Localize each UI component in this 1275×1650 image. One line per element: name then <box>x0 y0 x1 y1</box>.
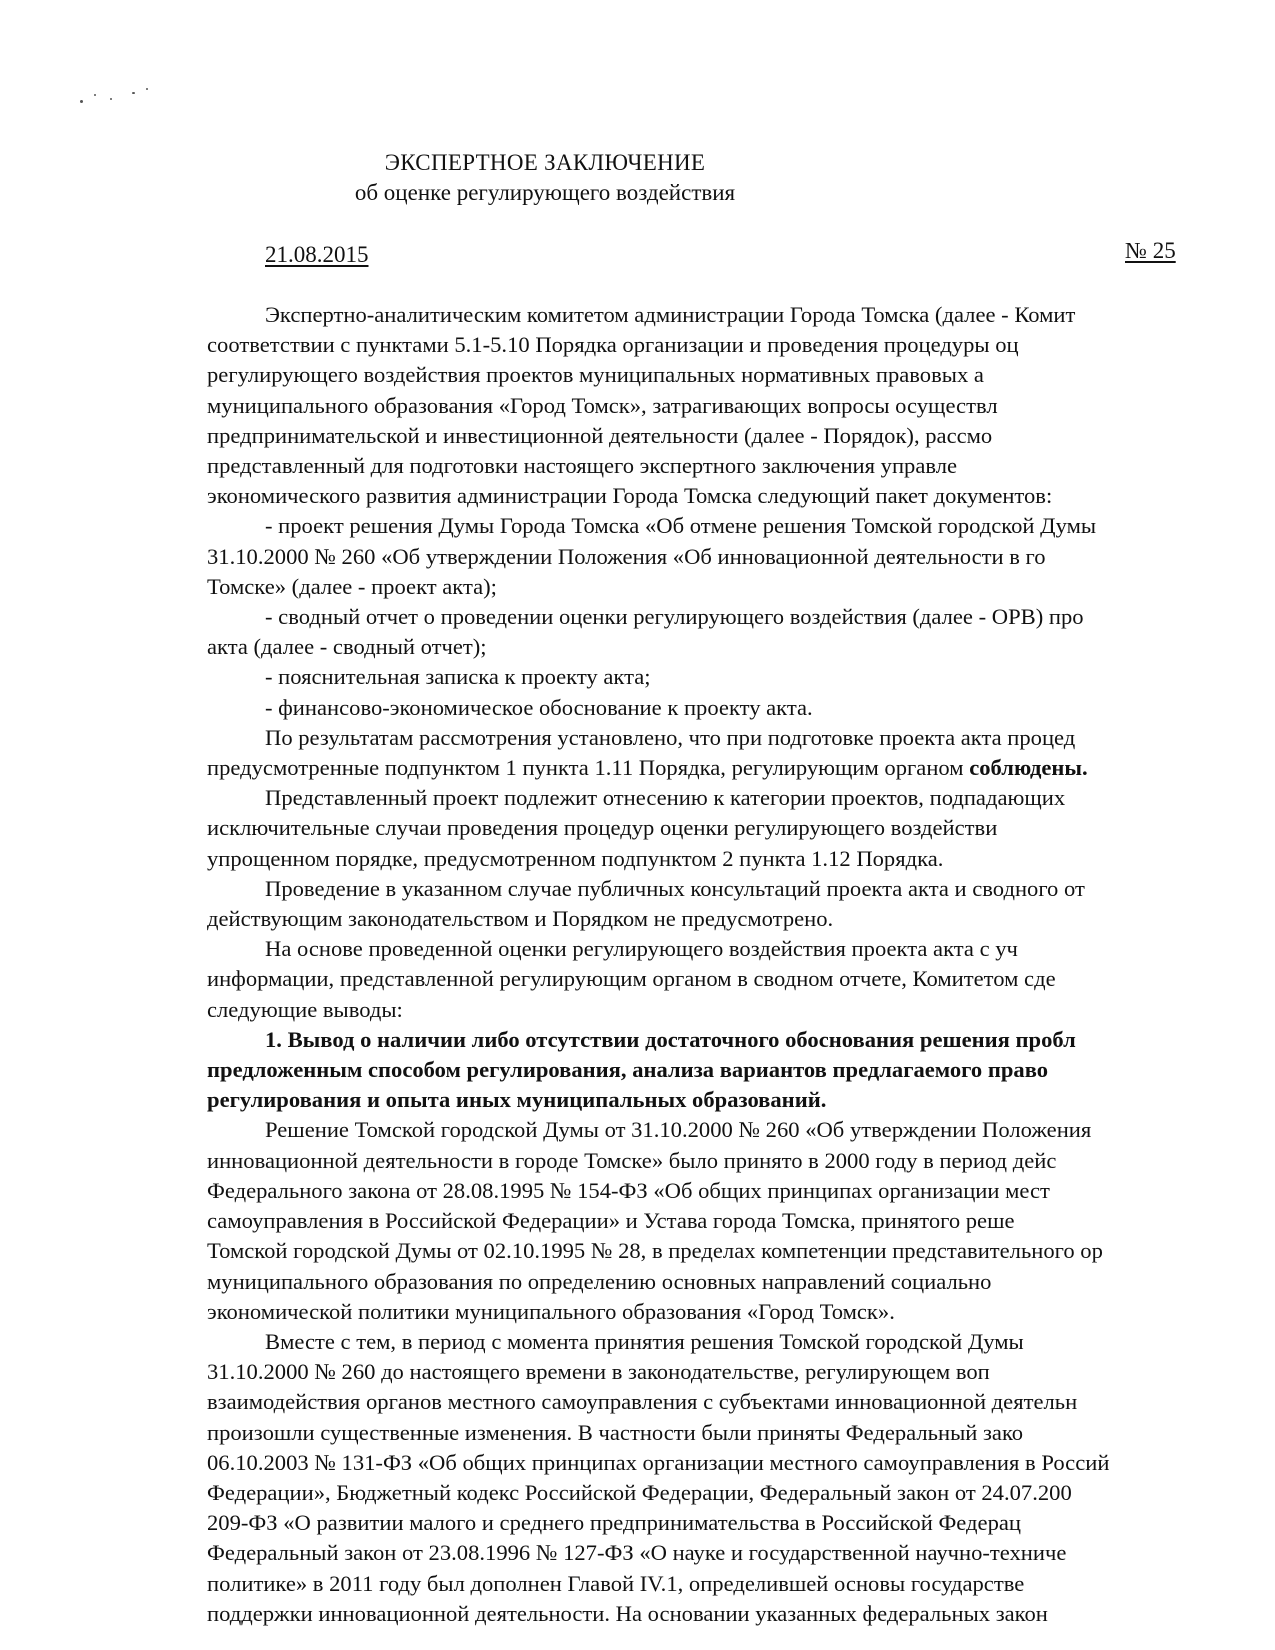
text-line <box>207 1085 1275 1115</box>
text-line <box>207 481 1275 511</box>
text-line-content: произошли существенные изменения. В частности были приняты Федеральный зако <box>207 1419 1024 1445</box>
text-line <box>207 753 1275 783</box>
text-line-content: предусмотренные подпунктом 1 пункта 1.11 Порядка, регулирующим органом <box>207 755 970 781</box>
document-subtitle: об оценке регулирующего воздействия <box>354 180 736 205</box>
text-line <box>207 1569 1275 1599</box>
text-line <box>207 1206 1275 1236</box>
text-line-content: 06.10.2003 № 131-ФЗ «Об общих принципах организации местного самоуправления в Россий <box>207 1449 1110 1475</box>
text-line <box>207 1267 1275 1297</box>
text-line <box>207 1418 1275 1448</box>
text-line <box>207 1146 1275 1176</box>
text-line-content: предложенным способом регулирования, анализа вариантов предлагаемого право <box>207 1057 1049 1083</box>
text-line-content: регулирующего воздействия проектов муниципальных нормативных правовых а <box>207 362 984 388</box>
text-line-content: представленный для подготовки настоящего экспертного заключения управле <box>207 453 958 479</box>
text-line <box>207 934 1275 964</box>
text-line <box>207 1297 1275 1327</box>
text-line <box>207 602 1275 632</box>
text-line-content: 31.10.2000 № 260 «Об утверждении Положения «Об инновационной деятельности в го <box>207 543 1046 569</box>
document-date: 21.08.2015 <box>265 242 369 267</box>
text-line <box>207 391 1275 421</box>
text-line-content: Решение Томской городской Думы от 31.10.2000 № 260 «Об утверждении Положения <box>265 1117 1092 1143</box>
text-line <box>207 723 1275 753</box>
text-line-content: 209-ФЗ «О развитии малого и среднего предпринимательства в Российской Федерац <box>207 1510 1021 1536</box>
text-line-content: следующие выводы: <box>207 996 403 1022</box>
text-line <box>207 1599 1275 1629</box>
text-line-content: Федеральный закон от 23.08.1996 № 127-ФЗ «О науке и государственной научно-техниче <box>207 1540 1067 1566</box>
text-line-content: регулирования и опыта иных муниципальных образований. <box>207 1087 827 1113</box>
text-line <box>207 1176 1275 1206</box>
text-line-content: Экспертно-аналитическим комитетом администрации Города Томска (далее - Комит <box>265 302 1076 327</box>
text-line <box>207 1327 1275 1357</box>
text-line-content: исключительные случаи проведения процедур оценки регулирующего воздействи <box>207 815 998 841</box>
text-line <box>207 360 1275 390</box>
text-line-content: экономической политики муниципального образования «Город Томск». <box>207 1298 895 1324</box>
text-line <box>207 964 1275 994</box>
text-line-content: инновационной деятельности в городе Томске» было принято в 2000 году в период дейс <box>207 1147 1057 1173</box>
text-line-content: соответствии с пунктами 5.1-5.10 Порядка организации и проведения процедуры оц <box>207 332 1019 358</box>
text-line-content: упрощенном порядке, предусмотренном подпунктом 2 пункта 1.12 Порядка. <box>207 845 944 871</box>
text-line <box>207 1478 1275 1508</box>
text-line-content: - пояснительная записка к проекту акта; <box>265 664 651 690</box>
text-line-content: По результатам рассмотрения установлено, что при подготовке проекта акта процед <box>265 724 1076 750</box>
text-line <box>207 813 1275 843</box>
text-line <box>207 1055 1275 1085</box>
text-line-content: Томске» (далее - проект акта); <box>207 573 497 599</box>
text-line <box>207 1236 1275 1266</box>
text-line-content: взаимодействия органов местного самоуправления с субъектами инновационной деятельн <box>207 1389 1078 1415</box>
document-title: ЭКСПЕРТНОЕ ЗАКЛЮЧЕНИЕ <box>384 150 706 175</box>
scan-artifact <box>80 86 170 108</box>
text-line-content: муниципального образования «Город Томск», затрагивающих вопросы осуществл <box>207 392 998 418</box>
text-line-content: Федерального закона от 28.08.1995 № 154-ФЗ «Об общих принципах организации мест <box>207 1177 1050 1203</box>
text-line <box>207 300 1275 330</box>
document-body <box>207 300 1275 1629</box>
text-line-content: - финансово-экономическое обоснование к проекту акта. <box>265 694 813 720</box>
text-line <box>207 1448 1275 1478</box>
text-line-content: акта (далее - сводный отчет); <box>207 634 487 660</box>
text-line-content: действующим законодательством и Порядком не предусмотрено. <box>207 906 834 932</box>
text-line <box>207 330 1275 360</box>
document-number: № 25 <box>1125 238 1176 263</box>
text-line-content: муниципального образования по определению основных направлений социально <box>207 1268 992 1294</box>
text-line-content: самоуправления в Российской Федерации» и Устава города Томска, принятого реше <box>207 1208 1015 1234</box>
text-line-content: Проведение в указанном случае публичных консультаций проекта акта и сводного от <box>265 875 1085 901</box>
text-line <box>207 451 1275 481</box>
text-line-content: Федерации», Бюджетный кодекс Российской Федерации, Федеральный закон от 24.07.200 <box>207 1479 1072 1505</box>
text-line <box>207 421 1275 451</box>
document-header <box>0 148 1090 208</box>
text-line <box>207 783 1275 813</box>
text-line-content: информации, представленной регулирующим органом в сводном отчете, Комитетом сде <box>207 966 1056 992</box>
text-line <box>207 1115 1275 1145</box>
text-line-content: предпринимательской и инвестиционной деятельности (далее - Порядок), рассмо <box>207 422 993 448</box>
text-line-content: На основе проведенной оценки регулирующего воздействия проекта акта с уч <box>265 936 1018 962</box>
text-line-content: поддержки инновационной деятельности. На основании указанных федеральных закон <box>207 1600 1048 1626</box>
text-line-content: Вместе с тем, в период с момента принятия решения Томской городской Думы <box>265 1328 1024 1354</box>
text-line <box>207 844 1275 874</box>
text-line-emphasis: соблюдены. <box>969 755 1088 781</box>
text-line <box>207 1508 1275 1538</box>
text-line <box>207 1025 1275 1055</box>
text-line <box>207 632 1275 662</box>
text-line <box>207 1357 1275 1387</box>
text-line-content: политике» в 2011 году был дополнен Главой IV.1, определившей основы государстве <box>207 1570 1025 1596</box>
text-line-content: - сводный отчет о проведении оценки регулирующего воздействия (далее - ОРВ) про <box>265 604 1084 630</box>
text-line <box>207 904 1275 934</box>
text-line <box>207 693 1275 723</box>
text-line <box>207 874 1275 904</box>
text-line-content: экономического развития администрации Города Томска следующий пакет документов: <box>207 483 1053 509</box>
text-line <box>207 1538 1275 1568</box>
text-line-content: 31.10.2000 № 260 до настоящего времени в законодательстве, регулирующем воп <box>207 1359 990 1385</box>
text-line-content: - проект решения Думы Города Томска «Об отмене решения Томской городской Думы <box>265 513 1097 539</box>
text-line <box>207 572 1275 602</box>
text-line <box>207 662 1275 692</box>
text-line <box>207 511 1275 541</box>
text-line-content: 1. Вывод о наличии либо отсутствии достаточного обоснования решения пробл <box>265 1026 1076 1052</box>
text-line-content: Томской городской Думы от 02.10.1995 № 28, в пределах компетенции представительного ор <box>207 1238 1103 1264</box>
text-line <box>207 542 1275 572</box>
text-line <box>207 995 1275 1025</box>
text-line <box>207 1387 1275 1417</box>
text-line-content: Представленный проект подлежит отнесению к категории проектов, подпадающих <box>265 785 1066 811</box>
